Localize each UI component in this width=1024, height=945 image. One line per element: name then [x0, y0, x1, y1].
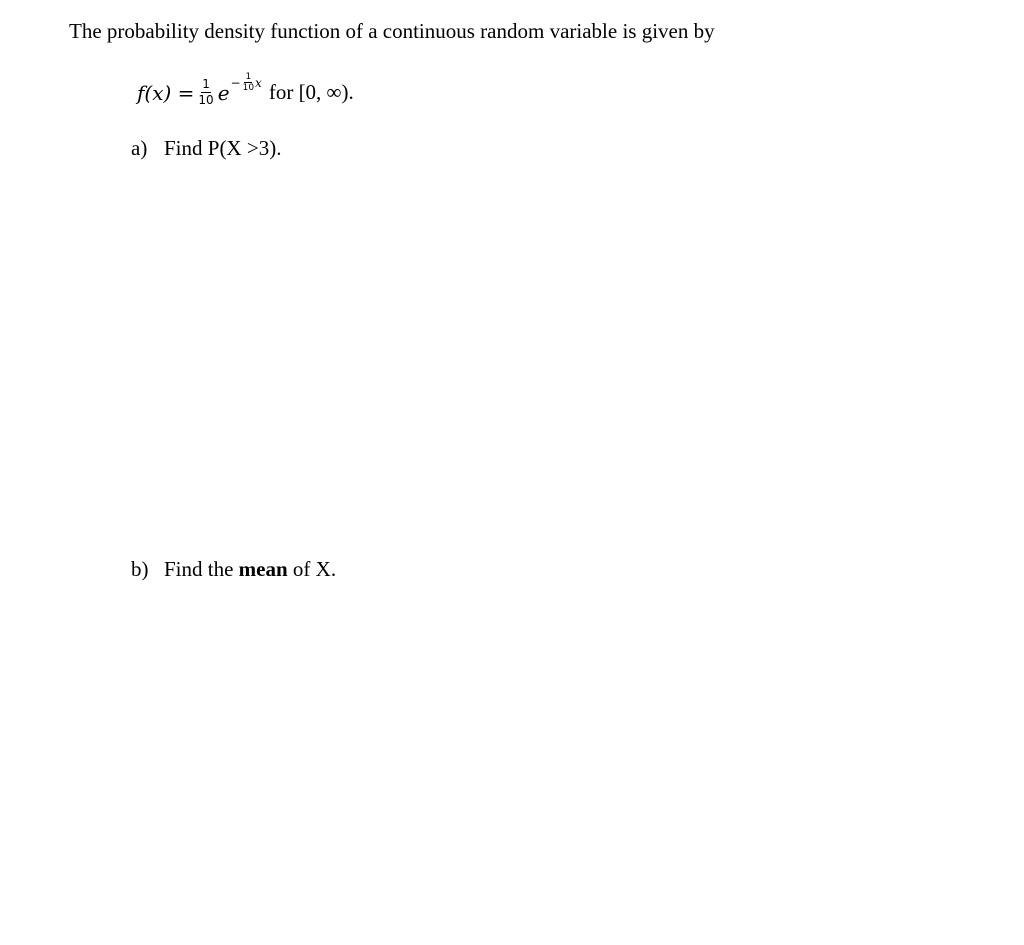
- exponent-denominator: 10: [242, 83, 255, 93]
- coefficient-numerator: 1: [202, 77, 210, 91]
- formula-domain: for [0, ∞).: [268, 80, 354, 104]
- question-a-label: a): [131, 136, 148, 160]
- exponent-variable: x: [255, 75, 262, 90]
- coefficient-denominator: 10: [198, 93, 214, 107]
- question-a: [131, 135, 281, 161]
- question-b: [131, 556, 336, 582]
- problem-intro: The probability density function of a continuous random variable is given by: [69, 19, 715, 43]
- question-a-text: Find P(X >3).: [164, 136, 282, 160]
- question-b-text-after: of X.: [287, 557, 337, 581]
- pdf-formula: [137, 70, 354, 115]
- question-b-text-before: Find the: [164, 557, 239, 581]
- exponent-sign: −: [230, 75, 241, 90]
- formula-coefficient-fraction: [198, 78, 213, 107]
- question-b-bold-term: mean: [238, 557, 288, 581]
- exponent-fraction: [243, 72, 254, 93]
- exponent-numerator: 1: [245, 72, 252, 82]
- question-b-label: b): [131, 557, 149, 581]
- exponent: [231, 72, 262, 93]
- exponential-base: e: [217, 80, 230, 105]
- formula-lhs: f(x) =: [137, 80, 195, 105]
